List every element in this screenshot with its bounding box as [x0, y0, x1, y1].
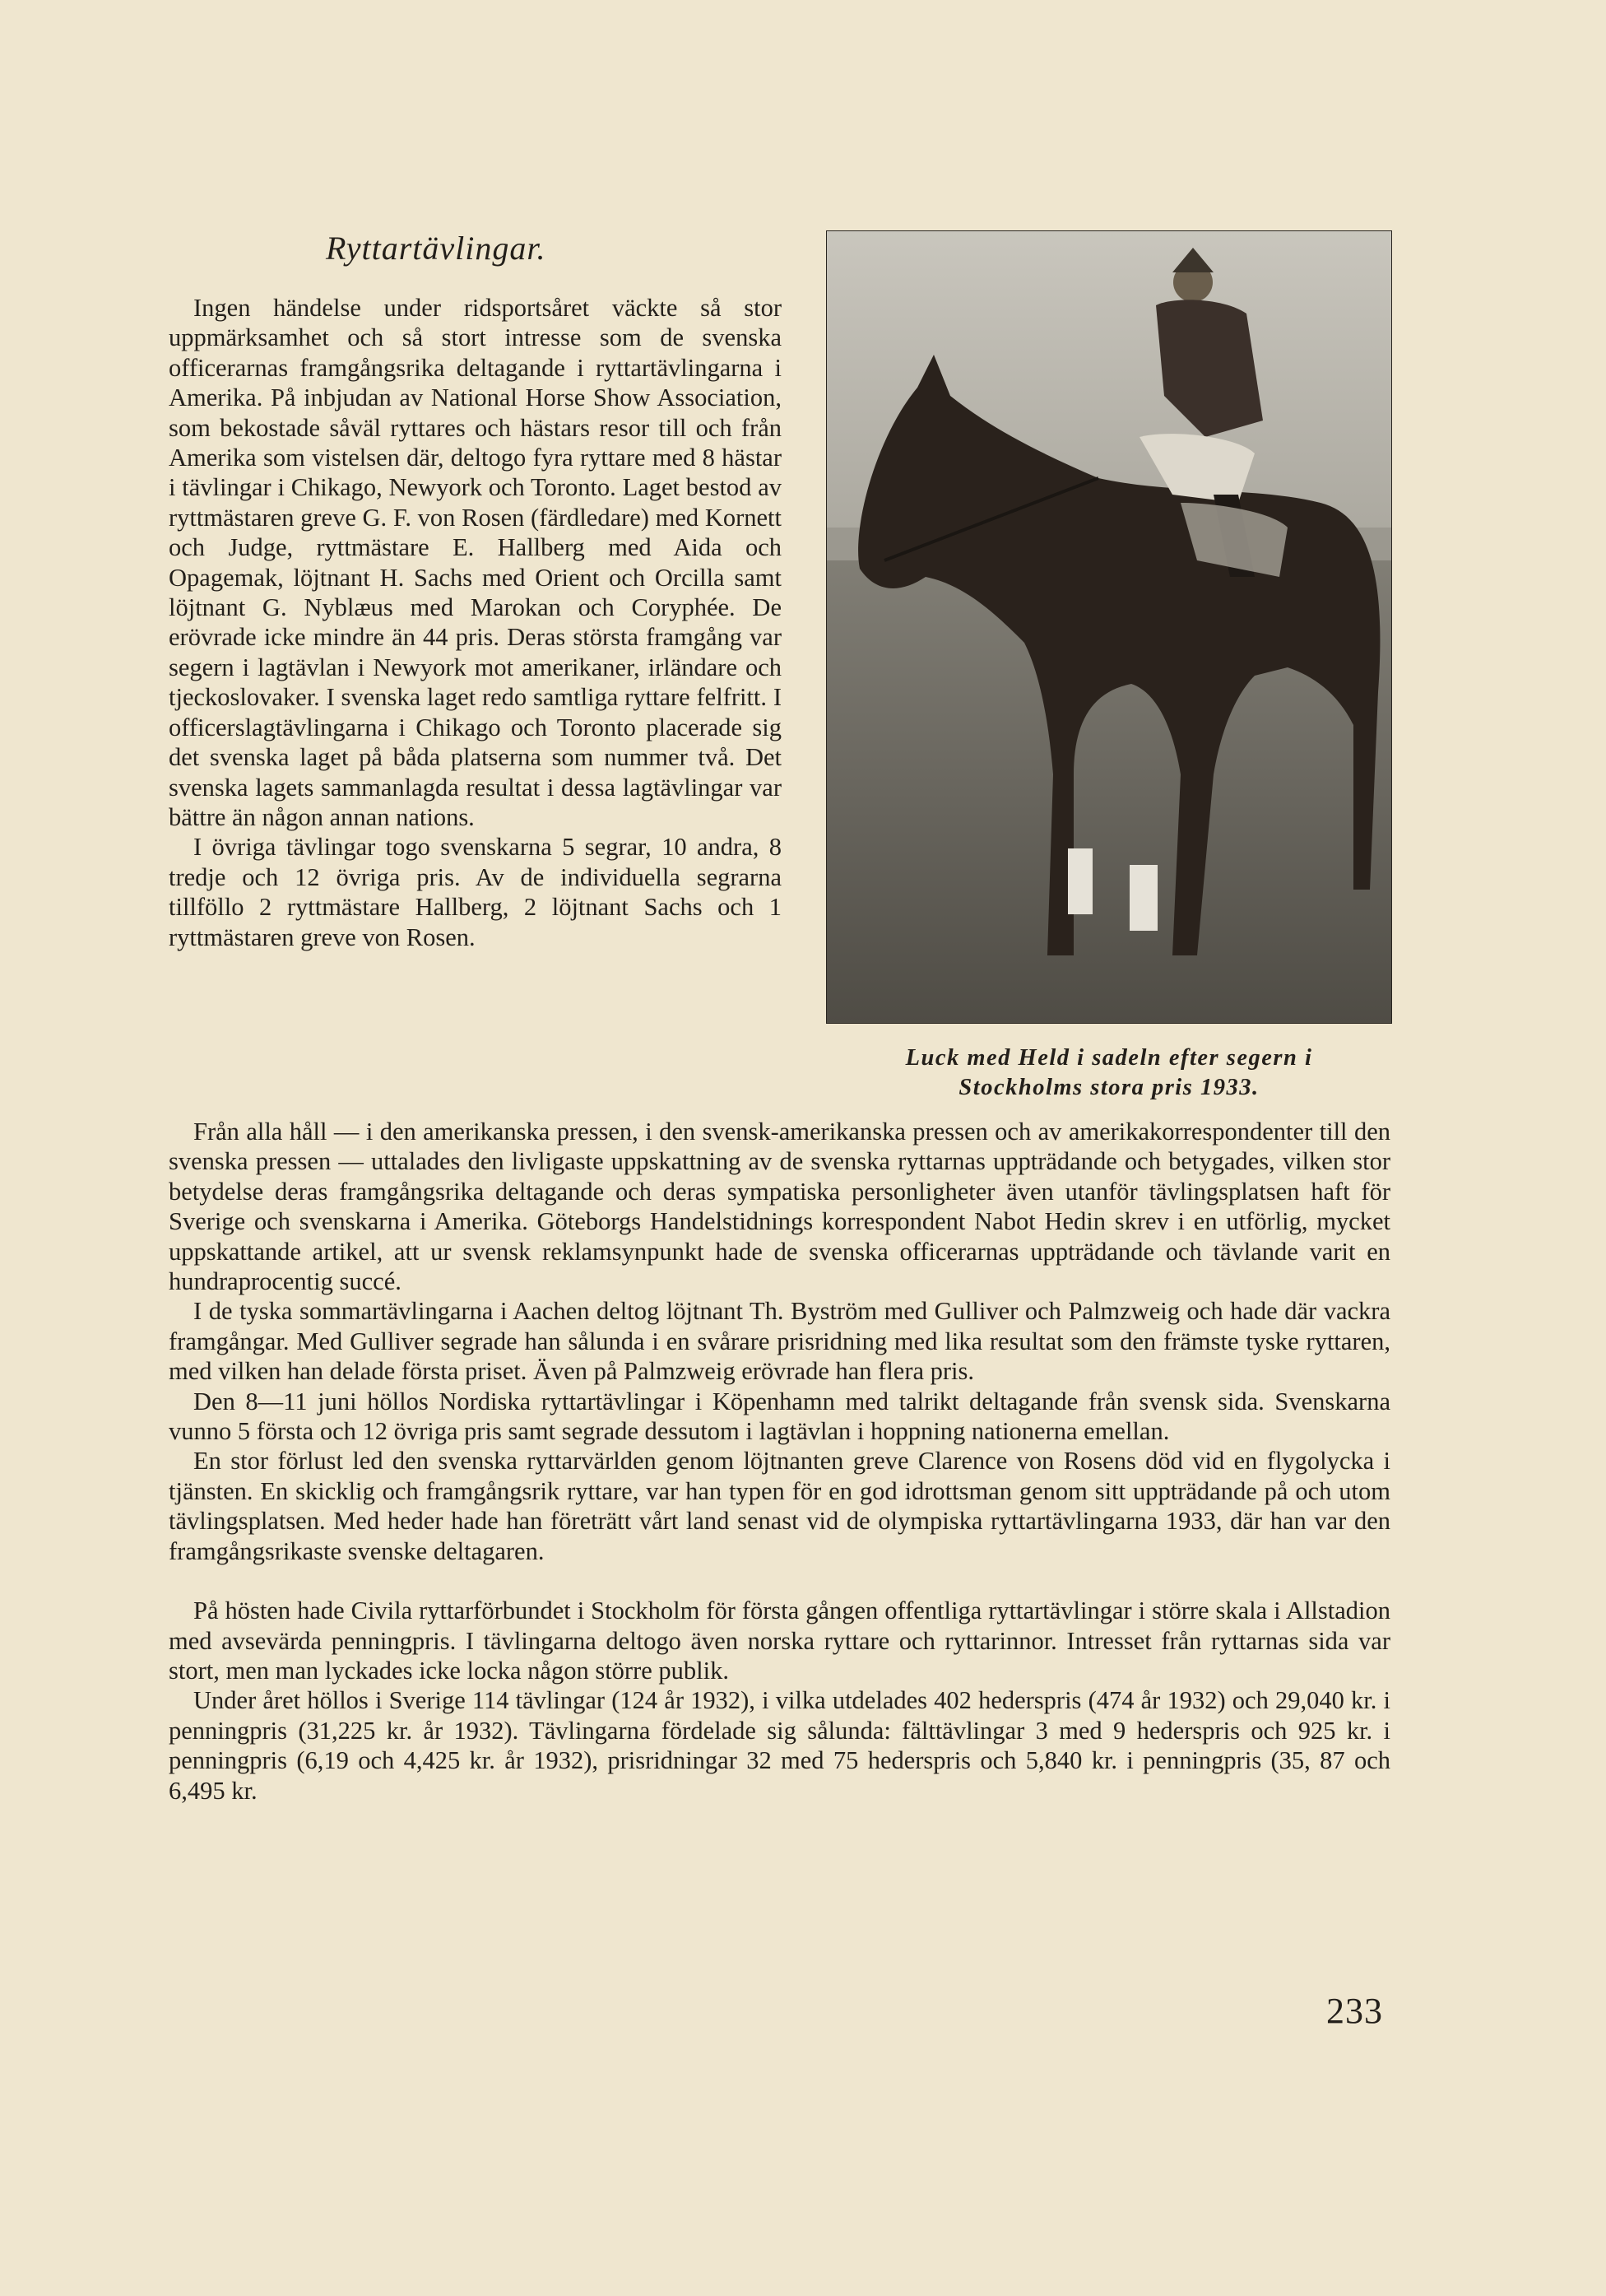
paragraph: Från alla håll — i den amerikanska pressen, i den svensk-amerikanska pressen och av amerikakorrespondenter till den svenska pressen — uttalades den livligaste uppskattning av de svenska ryttarnas uppträdande och betygades, vilken stor betydelse deras framgångsrika deltagande och deras sympatiska personligheter även utanför tävlingsplatsen haft för Sverige och svenskarna i Amerika. Göteborgs Handelstidnings korrespondent Nabot Hedin skrev i en utförlig, mycket uppskattande artikel, att ur svensk reklamsynpunkt hade de svenska officerarnas uppträdande och tävlande varit en hundraprocentig succé.: [169, 1118, 1390, 1296]
horse-and-rider-photo: [826, 230, 1392, 1024]
page-number: 233: [1326, 1991, 1383, 2031]
paragraph: På hösten hade Civila ryttarförbundet i Stockholm för första gången offentliga ryttartävlingar i större skala i Allstadion med avsevärda penningpris. I tävlingarna deltogo även norska ryttare och ryttarinnor. Intresset från ryttarnas sida var stort, men man lyckades icke locka någon större publik.: [169, 1597, 1390, 1685]
paragraph: I övriga tävlingar togo svenskarna 5 segrar, 10 andra, 8 tredje och 12 övriga pris. Av de individuella segrarna tillföllo 2 ryttmästare Hallberg, 2 löjtnant Sachs och 1 ryttmästaren greve von Rosen.: [169, 833, 782, 951]
paragraph: Den 8—11 juni höllos Nordiska ryttartävlingar i Köpenhamn med talrikt deltagande från svensk sida. Svenskarna vunno 5 första och 12 övriga pris samt segrade dessutom i lagtävlan i hoppning nationerna emellan.: [169, 1387, 1390, 1446]
main-text: [169, 1117, 1390, 1806]
section-heading: Ryttartävlingar.: [326, 230, 546, 267]
photo-caption: [821, 1043, 1397, 1103]
paragraph: I de tyska sommartävlingarna i Aachen deltog löjtnant Th. Byström med Gulliver och Palmzweig och hade där vackra framgångar. Med Gulliver segrade han sålunda i en svårare prisridning med lika resultat som den främste tyske ryttaren, med vilken han delade första priset. Även på Palmzweig erövrade han flera pris.: [169, 1297, 1390, 1386]
intro-column: [169, 293, 782, 952]
caption-line: Luck med Held i sadeln efter segern i: [905, 1045, 1313, 1071]
paragraph: En stor förlust led den svenska ryttarvärlden genom löjtnanten greve Clarence von Rosens död vid en flygolycka i tjänsten. En skicklig och framgångsrik ryttare, var han typen för en god idrottsman genom sitt uppträdande på och utom tävlingsplatsen. Med heder hade han företrätt vårt land senast vid de olympiska ryttartävlingarna 1933, där han var den framgångsrikaste svenske deltagaren.: [169, 1447, 1390, 1565]
paragraph: Ingen händelse under ridsportsåret väckte så stor uppmärksamhet och så stort intresse som de svenska officerarnas framgångsrika deltagande i ryttartävlingarna i Amerika. På inbjudan av National Horse Show Association, som bekostade såväl ryttares och hästars resor till och från Amerika som vistelsen där, deltogo fyra ryttare med 8 hästar i tävlingar i Chikago, Newyork och Toronto. Laget bestod av ryttmästaren greve G. F. von Rosen (färdledare) med Kornett och Judge, ryttmästare E. Hallberg med Aida och Opagemak, löjtnant H. Sachs med Orient och Orcilla samt löjtnant G. Nyblæus med Marokan och Coryphée. De erövrade icke mindre än 44 pris. Deras största framgång var segern i lagtävlan i Newyork mot amerikaner, irländare och tjeckoslovaker. I svenska laget redo samtliga ryttare felfritt. I officerslagtävlingarna i Chikago och Toronto placerade sig det svenska laget på båda platserna som nummer två. Det svenska lagets sammanlagda resultat i dessa lagtävlingar var bättre än någon annan nations.: [169, 294, 782, 831]
horse-photo-icon: [827, 231, 1391, 1023]
caption-line: Stockholms stora pris 1933.: [958, 1075, 1260, 1100]
paragraph: Under året höllos i Sverige 114 tävlingar (124 år 1932), i vilka utdelades 402 hederspris (474 år 1932) och 29,040 kr. i penningpris (31,225 kr. år 1932). Tävlingarna fördelade sig sålunda: fälttävlingar 3 med 9 hederspris och 925 kr. i penningpris (6,19 och 4,425 kr. år 1932), prisridningar 32 med 75 hederspris och 5,840 kr. i penningpris (35, 87 och 6,495 kr.: [169, 1686, 1390, 1805]
